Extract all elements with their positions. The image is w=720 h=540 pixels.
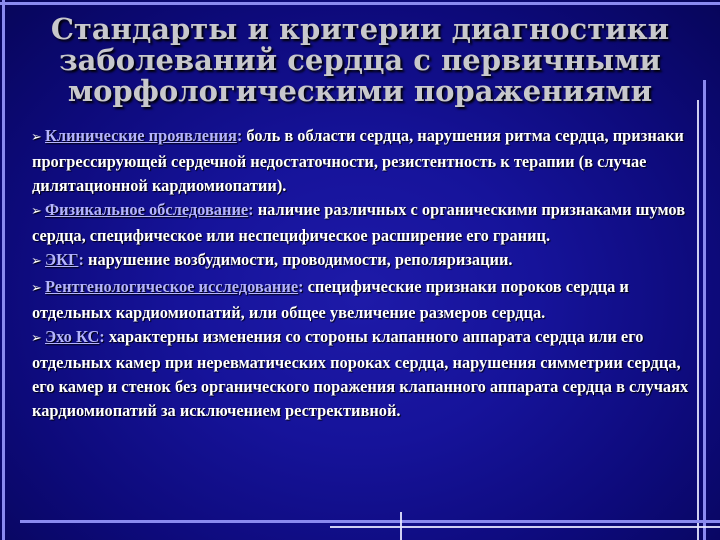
item-term: ЭКГ bbox=[45, 250, 79, 270]
item-text: наличие различных с органическими признаками шумов сердца, специфическое или неспецифическое расширение его границ. bbox=[32, 200, 686, 246]
arrow-bullet-icon: ➢ bbox=[31, 330, 42, 346]
arrow-bullet-icon: ➢ bbox=[31, 280, 42, 296]
item-term: Физикальное обследование bbox=[45, 200, 249, 220]
frame-line-bottom-inner bbox=[330, 526, 720, 528]
frame-line-right bbox=[703, 80, 706, 540]
item-text: нарушение возбудимости, проводимости, реполяризации. bbox=[83, 250, 513, 270]
frame-line-bottom-tick bbox=[400, 512, 402, 540]
title-line-2: заболеваний сердца с первичными bbox=[59, 43, 661, 77]
item-text: характерны изменения со стороны клапанного аппарата сердца или его отдельных камер при неревматических пороках сердца, нарушения симметрии сердца, его камер и стенок без органического поражения клапанного аппарата сердца в случаях кардиомиопатий за исключением рестрективной. bbox=[32, 326, 689, 421]
frame-line-top bbox=[0, 2, 720, 5]
arrow-bullet-icon: ➢ bbox=[31, 204, 42, 220]
list-item-ecg bbox=[32, 248, 702, 274]
item-term: Рентгенологическое исследование bbox=[45, 276, 299, 296]
item-text: специфические признаки пороков сердца и отдельных кардиомиопатий, или общее увеличение размеров сердца. bbox=[32, 276, 629, 322]
item-colon: : bbox=[248, 200, 254, 220]
list-item-physical-exam bbox=[32, 198, 702, 248]
frame-line-left bbox=[2, 0, 5, 540]
item-colon: : bbox=[78, 250, 84, 270]
title-line-1: Стандарты и критерии диагностики bbox=[50, 12, 670, 46]
item-colon: : bbox=[236, 126, 243, 145]
item-colon: : bbox=[99, 326, 105, 346]
item-colon: : bbox=[298, 276, 304, 296]
slide-title bbox=[20, 14, 700, 107]
item-term: Клинические проявления bbox=[45, 126, 237, 145]
arrow-bullet-icon: ➢ bbox=[31, 254, 42, 270]
item-text: боль в области сердца, нарушения ритма сердца, признаки прогрессирующей сердечной недостаточности, резистентность к терапии (в случае дилятационной кардиомиопатии). bbox=[32, 126, 684, 196]
list-item-clinical bbox=[32, 124, 702, 198]
title-line-3: морфологическими поражениями bbox=[67, 74, 653, 108]
item-term: Эхо КС bbox=[45, 326, 100, 346]
criteria-list bbox=[32, 124, 702, 423]
list-item-echo bbox=[32, 325, 702, 423]
list-item-xray bbox=[32, 275, 702, 325]
arrow-bullet-icon: ➢ bbox=[31, 130, 42, 145]
frame-line-bottom bbox=[20, 520, 720, 523]
